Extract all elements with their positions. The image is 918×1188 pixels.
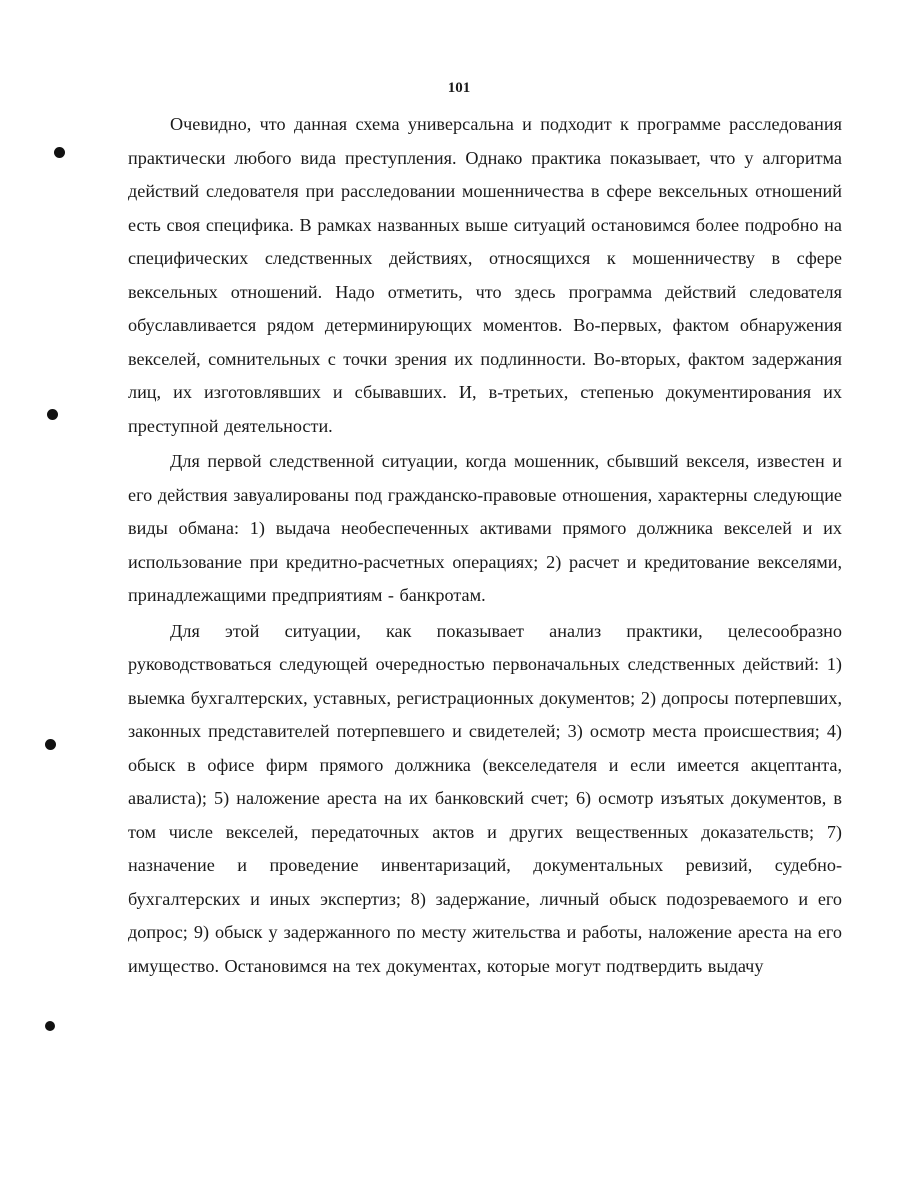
page-number: 101 [447,80,471,96]
punch-hole-mark [54,147,65,158]
paragraph-initial-actions: Для этой ситуации, как показывает анализ практики, целесообразно руководствоваться следующей очередностью первоначальных следственных действий: 1) выемка бухгалтерских, уставных, регистрационных документов; 2) допросы потерпевших, законных представителей потерпевшего и свидетелей; 3) осмотр места происшествия; 4) обыск в офисе фирм прямого должника (векселедателя и если имеется акцептанта, авалиста); 5) наложение ареста на их банковский счет; 6) осмотр изъятых документов, в том числе векселей, передаточных актов и других вещественных доказательств; 7) назначение и проведение инвентаризаций, документальных ревизий, судебно-бухгалтерских и иных экспертиз; 8) задержание, личный обыск подозреваемого и его допрос; 9) обыск у задержанного по месту жительства и работы, наложение ареста на его имущество. Остановимся на тех документах, которые могут подтвердить выдачу [128,620,842,976]
punch-hole-mark [45,739,56,750]
body-text [128,108,842,985]
punch-hole-mark [45,1021,55,1031]
punch-hole-mark [47,409,58,420]
paragraph-first-situation: Для первой следственной ситуации, когда мошенник, сбывший векселя, известен и его действия завуалированы под гражданско-правовые отношения, характерны следующие виды обмана: 1) выдача необеспеченных активами прямого должника векселей и их использование при кредитно-расчетных операциях; 2) расчет и кредитование векселями, принадлежащими предприятиям - банкротам. [128,451,842,605]
paragraph-investigation-program: Очевидно, что данная схема универсальна и подходит к программе расследования практически любого вида преступления. Однако практика показывает, что у алгоритма действий следователя при расследовании мошенничества в сфере вексельных отношений есть своя специфика. В рамках названных выше ситуаций остановимся более подробно на специфических следственных действиях, относящихся к мошенничеству в сфере вексельных отношений. Надо отметить, что здесь программа действий следователя обуславливается рядом детерминирующих моментов. Во-первых, фактом обнаружения векселей, сомнительных с точки зрения их подлинности. Во-вторых, фактом задержания лиц, их изготовлявших и сбывавших. И, в-третьих, степенью документирования их преступной деятельности. [128,114,842,436]
